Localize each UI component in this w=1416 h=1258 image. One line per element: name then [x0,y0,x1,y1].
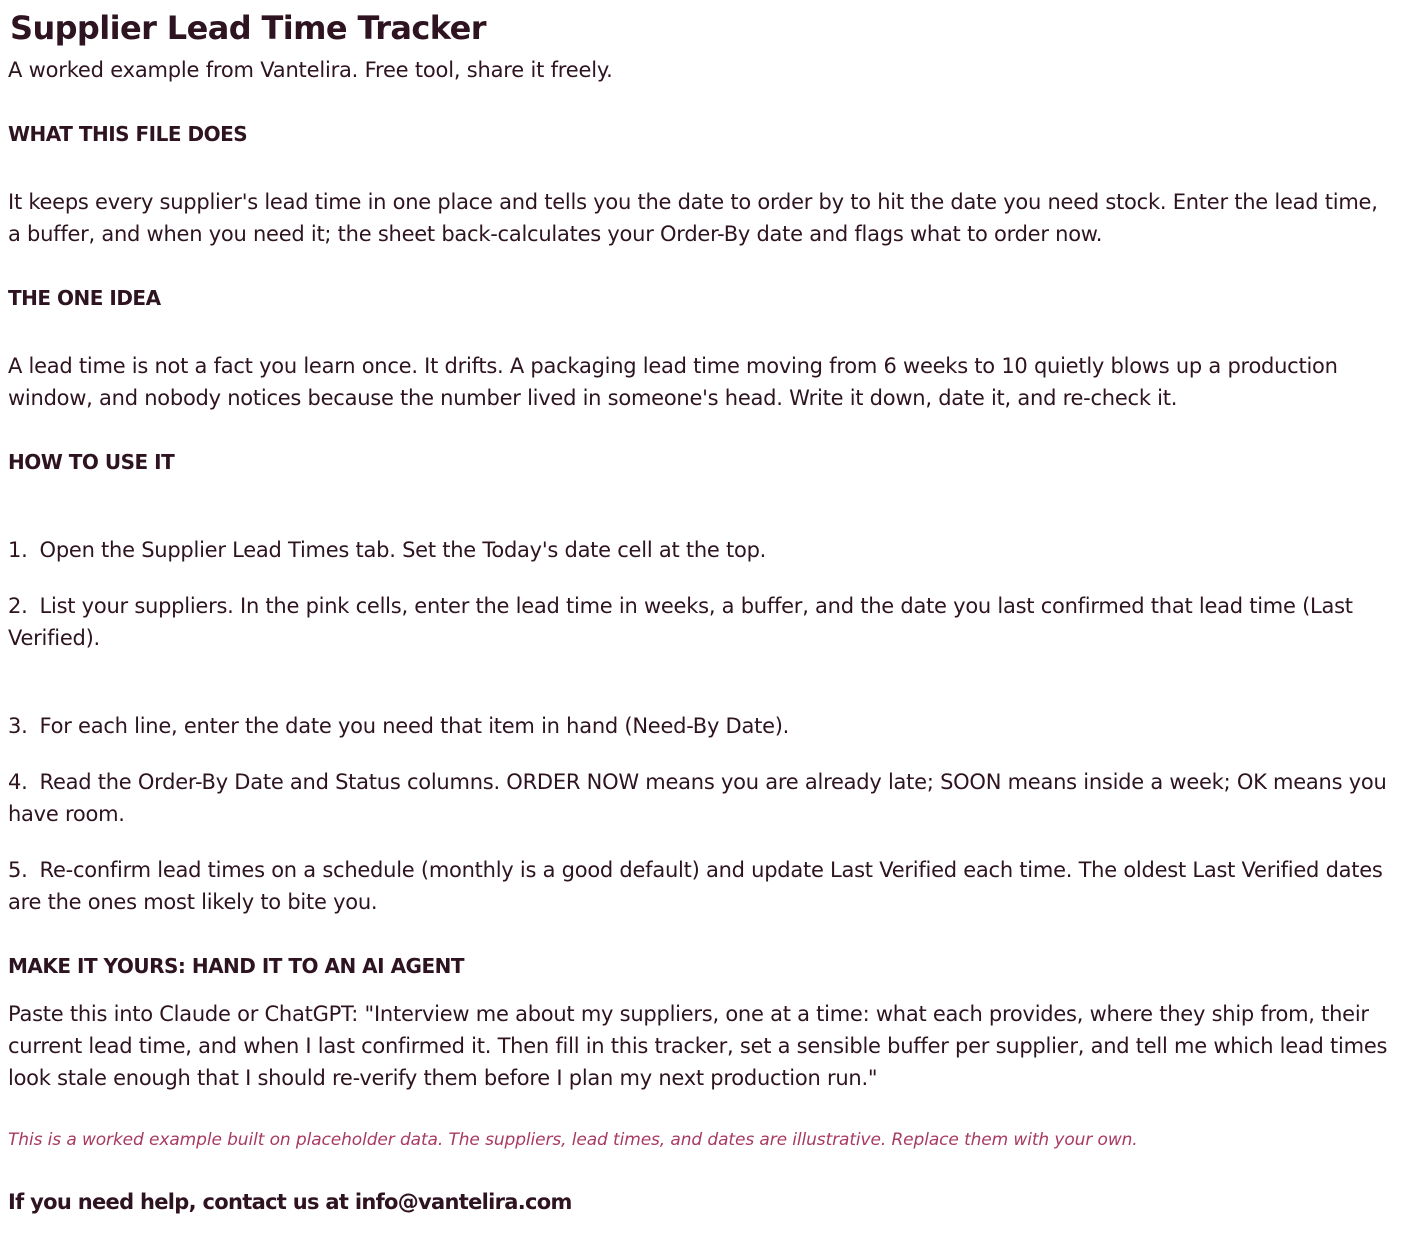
page-subtitle: A worked example from Vantelira. Free tool, share it freely. [8,58,613,82]
heading-make-it-yours: MAKE IT YOURS: HAND IT TO AN AI AGENT [8,954,465,978]
step-text: Re-confirm lead times on a schedule (monthly is a good default) and update Last Verified each time. The oldest Last Verified dates are the ones most likely to bite you. [8,858,1383,914]
heading-how-to-use-it: HOW TO USE IT [8,450,175,474]
page-title: Supplier Lead Time Tracker [10,9,486,47]
step-1 [8,534,1393,566]
placeholder-data-note: This is a worked example built on placeholder data. The suppliers, lead times, and dates are illustrative. Replace them with your own. [8,1130,1138,1150]
step-text: List your suppliers. In the pink cells, enter the lead time in weeks, a buffer, and the date you last confirmed that lead time (Last Verified). [8,594,1353,650]
paragraph-what-this-file-does: It keeps every supplier's lead time in one place and tells you the date to order by to hit the date you need stock. Enter the lead time, a buffer, and when you need it; the sheet back-calculates your Order-By date and flags what to order now. [8,190,1378,246]
step-3 [8,710,1393,742]
step-text: Open the Supplier Lead Times tab. Set the Today's date cell at the top. [39,538,767,562]
step-number: 4. [8,770,28,794]
heading-what-this-file-does: WHAT THIS FILE DOES [8,122,248,146]
step-text: Read the Order-By Date and Status columns. ORDER NOW means you are already late; SOON means inside a week; OK means you have room. [8,770,1387,826]
step-5 [8,854,1393,918]
step-number: 5. [8,858,28,882]
step-text: For each line, enter the date you need that item in hand (Need-By Date). [39,714,790,738]
step-number: 3. [8,714,28,738]
heading-the-one-idea: THE ONE IDEA [8,286,161,310]
step-number: 1. [8,538,28,562]
paragraph-the-one-idea: A lead time is not a fact you learn once. It drifts. A packaging lead time moving from 6 weeks to 10 quietly blows up a production window, and nobody notices because the number lived in someone's head. Write it down, date it, and re-check it. [8,354,1338,410]
step-number: 2. [8,594,28,618]
step-4 [8,766,1393,830]
contact-line: If you need help, contact us at info@vantelira.com [8,1190,572,1214]
paragraph-ai-agent-prompt: Paste this into Claude or ChatGPT: "Interview me about my suppliers, one at a time: what each provides, where they ship from, their current lead time, and when I last confirmed it. Then fill in this tracker, set a sensible buffer per supplier, and tell me which lead times look stale enough that I should re-verify them before I plan my next production run." [8,1002,1388,1090]
step-2 [8,590,1393,654]
